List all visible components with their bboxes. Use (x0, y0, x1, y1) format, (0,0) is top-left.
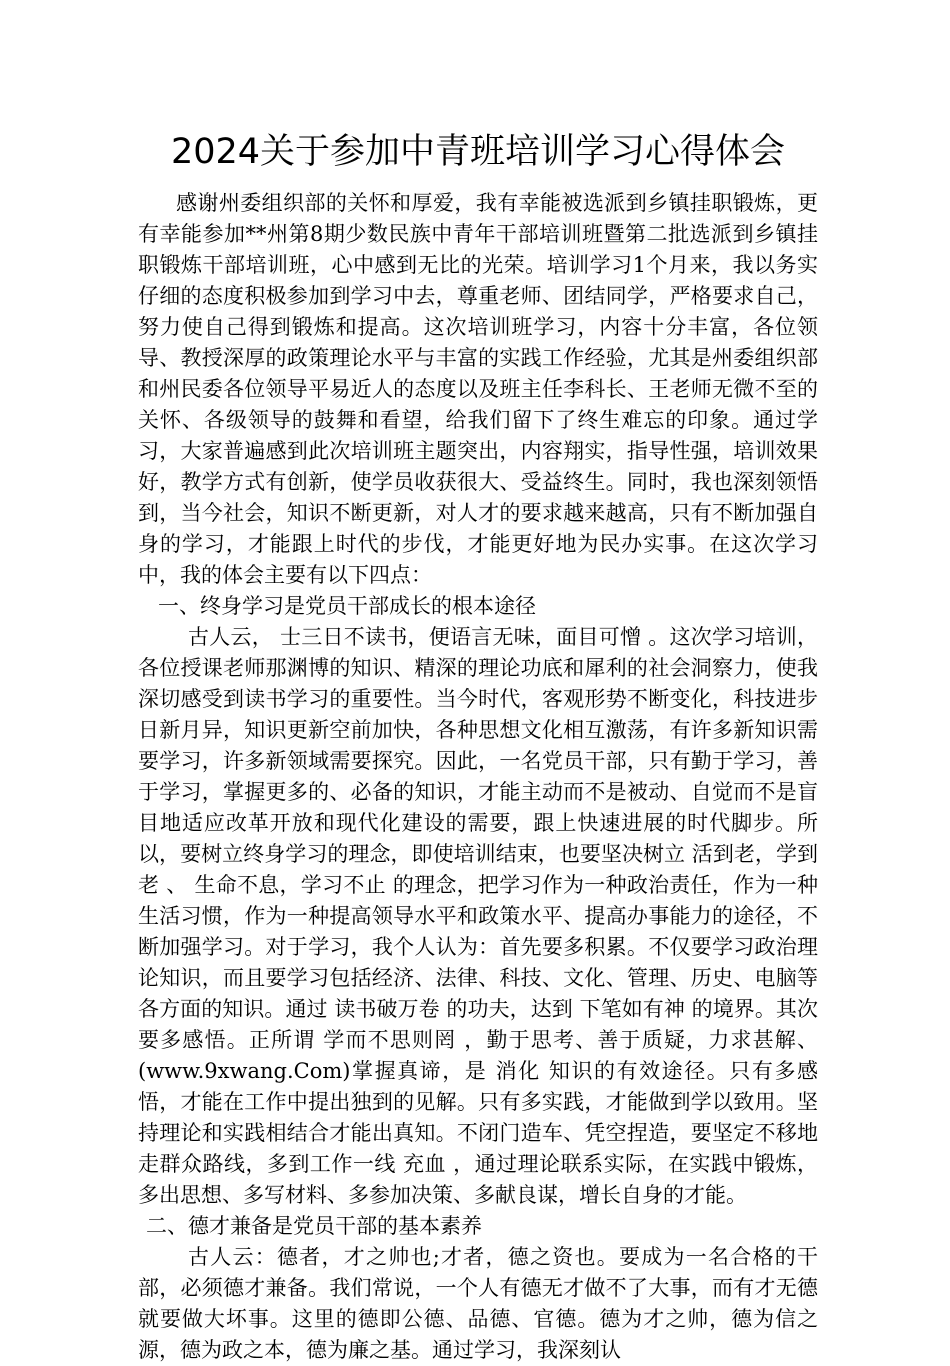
section-1-paragraph: 古人云， 士三日不读书，便语言无味，面目可憎 。这次学习培训，各位授课老师那渊博的知识、精深的理论功底和犀利的社会洞察力，使我深切感受到读书学习的重要性。当今时代，客观形势不断变化，科技进步日新月异，知识更新空前加快，各种思想文化相互激荡，有许多新知识需要学习，许多新领域需要探究。因此，一名党员干部，只有勤于学习，善于学习，掌握更多的、必备的知识，才能主动而不是被动、自觉而不是盲目地适应改革开放和现代化建设的需要，跟上快速进展的时代脚步。所以，要树立终身学习的理念，即使培训结束，也要坚决树立 活到老，学到老 、 生命不息，学习不止 的理念，把学习作为一种政治责任，作为一种生活习惯，作为一种提高领导水平和政策水平、提高办事能力的途径，不断加强学习。对于学习，我个人认为：首先要多积累。不仅要学习政治理论知识，而且要学习包括经济、法律、科技、文化、管理、历史、电脑等各方面的知识。通过 读书破万卷 的功夫，达到 下笔如有神 的境界。其次要多感悟。正所谓 学而不思则罔 ，勤于思考、善于质疑，力求甚解、(www.9xwang.Com)掌握真谛，是 消化 知识的有效途径。只有多感悟，才能在工作中提出独到的见解。只有多实践，才能做到学以致用。坚持理论和实践相结合才能出真知。不闭门造车、凭空捏造，要坚定不移地走群众路线，多到工作一线 充血 ，通过理论联系实际，在实践中锻炼，多出思想、多写材料、多参加决策、多献良谋，增长自身的才能。 (138, 625, 818, 1207)
section-1-heading: 一、终身学习是党员干部成长的根本途径 (158, 594, 536, 618)
document-page (138, 124, 818, 1366)
section-2-heading: 二、德才兼备是党员干部的基本素养 (146, 1214, 482, 1238)
document-title: 2024关于参加中青班培训学习心得体会 (170, 132, 786, 172)
intro-paragraph: 感谢州委组织部的关怀和厚爱，我有幸能被选派到乡镇挂职锻炼，更有幸能参加**州第8期少数民族中青年干部培训班暨第二批选派到乡镇挂职锻炼干部培训班，心中感到无比的光荣。培训学习1个月来，我以务实仔细的态度积极参加到学习中去，尊重老师、团结同学，严格要求自己，努力使自己得到锻炼和提高。这次培训班学习，内容十分丰富，各位领导、教授深厚的政策理论水平与丰富的实践工作经验，尤其是州委组织部和州民委各位领导平易近人的态度以及班主任李科长、王老师无微不至的关怀、各级领导的鼓舞和看望，给我们留下了终生难忘的印象。通过学习，大家普遍感到此次培训班主题突出，内容翔实，指导性强，培训效果好，教学方式有创新，使学员收获很大、受益终生。同时，我也深刻领悟到，当今社会，知识不断更新，对人才的要求越来越高，只有不断加强自身的学习，才能跟上时代的步伐，才能更好地为民办实事。在这次学习中，我的体会主要有以下四点： (138, 191, 818, 587)
section-2-paragraph: 古人云：德者，才之帅也;才者，德之资也。要成为一名合格的干部，必须德才兼备。我们常说，一个人有德无才做不了大事，而有才无德就要做大坏事。这里的德即公德、品德、官德。德为才之帅，德为信之源，德为政之本，德为廉之基。通过学习，我深刻认 (138, 1245, 818, 1362)
